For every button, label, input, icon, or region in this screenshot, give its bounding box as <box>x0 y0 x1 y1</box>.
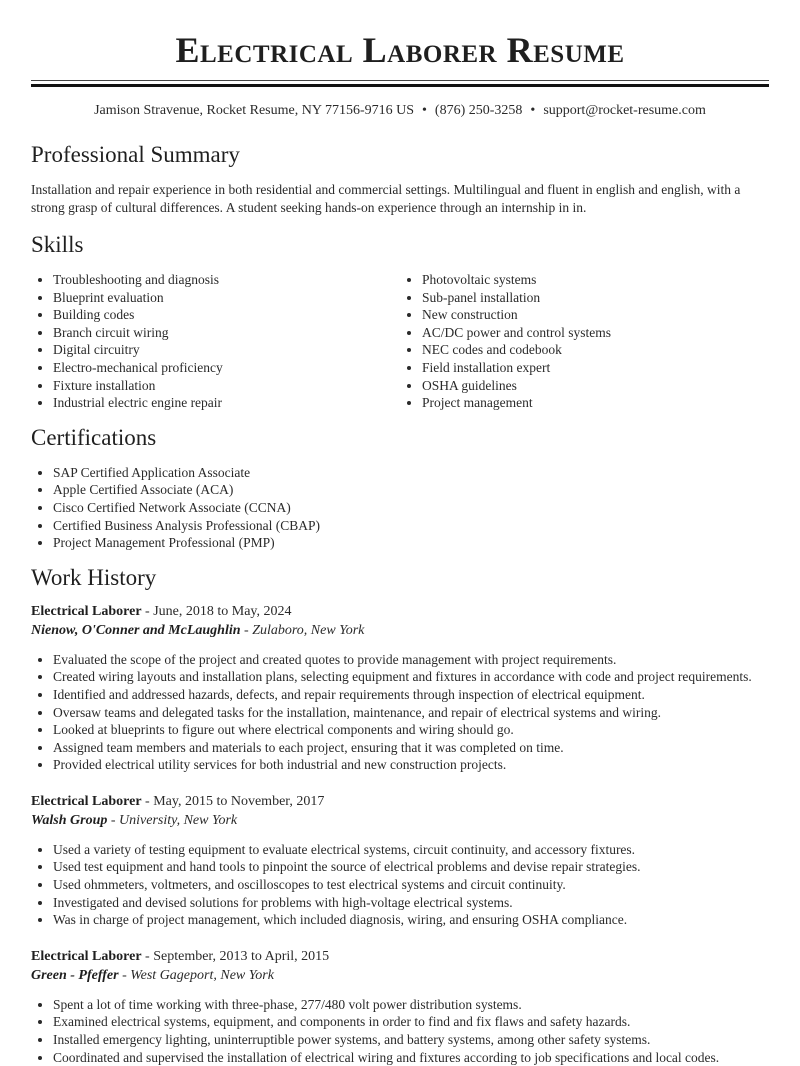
job-title-line <box>31 602 769 621</box>
job-location: - University, New York <box>107 812 238 828</box>
skill-item: • AC/DC power and control systems <box>422 324 769 342</box>
certification-item: • Project Management Professional (PMP) <box>53 534 769 552</box>
job-company: Walsh Group <box>31 812 108 828</box>
skill-item: • Building codes <box>53 306 400 324</box>
section-heading: Skills <box>31 232 84 257</box>
job-bullet: • Investigated and devised solutions for problems with high-voltage electrical systems. <box>53 894 769 912</box>
skill-item: • Blueprint evaluation <box>53 289 400 307</box>
job-dates: - September, 2013 to April, 2015 <box>141 948 330 964</box>
job-location: - Zulaboro, New York <box>240 622 365 638</box>
job-bullet: • Looked at blueprints to figure out where electrical components and wiring should go. <box>53 721 769 739</box>
certification-item: • Apple Certified Associate (ACA) <box>53 481 769 499</box>
contact-address: Jamison Stravenue, Rocket Resume, NY 77156-9716 US <box>94 103 414 118</box>
job-bullet: • Installed emergency lighting, uninterruptible power systems, and battery systems, among other safety systems. <box>53 1031 769 1049</box>
skill-item: • Sub-panel installation <box>422 289 769 307</box>
job-entry <box>31 602 769 774</box>
job-bullet: • Coordinated and supervised the installation of electrical wiring and fixtures according to job specifications and local codes. <box>53 1049 769 1066</box>
job-entry <box>31 947 769 1066</box>
skill-item: • NEC codes and codebook <box>422 341 769 359</box>
skill-item: • Photovoltaic systems <box>422 271 769 289</box>
section-heading: Certifications <box>31 424 157 450</box>
job-title: Electrical Laborer <box>31 948 142 964</box>
title-divider <box>31 80 769 87</box>
skills-list-left <box>31 271 400 412</box>
skill-item: • Branch circuit wiring <box>53 324 400 342</box>
skill-item: • Troubleshooting and diagnosis <box>53 271 400 289</box>
job-company-line <box>31 811 769 830</box>
resume-title: Electrical Laborer Resume <box>175 30 625 70</box>
divider-thin-line <box>31 80 769 81</box>
summary-text: Installation and repair experience in both residential and commercial settings. Multilingual and fluent in english and english, with a strong grasp of cultural differences. A student seeking hands-on experience through an internship in in. <box>31 182 741 215</box>
skills-columns <box>31 271 769 412</box>
section-professional-summary <box>31 141 769 217</box>
job-bullet: • Provided electrical utility services for both industrial and new construction projects. <box>53 756 769 774</box>
job-bullet: • Was in charge of project management, which included diagnosis, wiring, and ensuring OSHA compliance. <box>53 911 769 929</box>
job-company-line <box>31 621 769 640</box>
job-location: - West Gageport, New York <box>118 967 274 983</box>
certifications-list <box>31 464 769 552</box>
skill-item: • OSHA guidelines <box>422 377 769 395</box>
job-dates: - June, 2018 to May, 2024 <box>141 603 292 619</box>
job-title: Electrical Laborer <box>31 793 142 809</box>
section-heading: Work History <box>31 564 157 590</box>
skill-item: • Digital circuitry <box>53 341 400 359</box>
job-bullet: • Evaluated the scope of the project and created quotes to provide management with project requirements. <box>53 651 769 669</box>
contact-email: support@rocket-resume.com <box>543 103 706 118</box>
skill-item: • New construction <box>422 306 769 324</box>
job-bullet: • Used a variety of testing equipment to evaluate electrical systems, circuit continuity, and accessory fixtures. <box>53 841 769 859</box>
job-bullet: • Identified and addressed hazards, defects, and repair requirements through inspection of electrical equipment. <box>53 686 769 704</box>
job-bullet: • Used ohmmeters, voltmeters, and oscilloscopes to test electrical systems and circuit continuity. <box>53 876 769 894</box>
job-title-line <box>31 792 769 811</box>
job-bullet: • Spent a lot of time working with three-phase, 277/480 volt power distribution systems. <box>53 996 769 1014</box>
job-dates: - May, 2015 to November, 2017 <box>141 793 325 809</box>
job-bullets <box>31 841 769 929</box>
section-skills <box>31 231 769 412</box>
job-bullet: • Assigned team members and materials to each project, ensuring that it was completed on time. <box>53 739 769 757</box>
skill-item: • Fixture installation <box>53 377 400 395</box>
certification-item: • Certified Business Analysis Professional (CBAP) <box>53 517 769 535</box>
bullet-separator: • <box>422 103 427 118</box>
certification-item: • SAP Certified Application Associate <box>53 464 769 482</box>
skill-item: • Field installation expert <box>422 359 769 377</box>
contact-phone: (876) 250-3258 <box>434 103 523 118</box>
job-company-line <box>31 966 769 985</box>
skill-item: • Project management <box>422 394 769 412</box>
contact-line <box>31 103 769 119</box>
job-bullet: • Oversaw teams and delegated tasks for the installation, maintenance, and repair of electrical systems and wiring. <box>53 704 769 722</box>
job-bullets <box>31 996 769 1066</box>
skill-item: • Industrial electric engine repair <box>53 394 400 412</box>
job-company: Nienow, O'Conner and McLaughlin <box>31 622 241 638</box>
job-bullets <box>31 651 769 774</box>
job-bullet: • Created wiring layouts and installation plans, selecting equipment and fixtures in accordance with code and project requirements. <box>53 668 769 686</box>
section-certifications <box>31 424 769 552</box>
job-title-line <box>31 947 769 966</box>
skill-item: • Electro-mechanical proficiency <box>53 359 400 377</box>
section-work-history <box>31 564 769 1066</box>
job-company: Green - Pfeffer <box>31 967 119 983</box>
divider-thick-line <box>31 84 769 87</box>
section-heading: Professional Summary <box>31 142 240 167</box>
job-title: Electrical Laborer <box>31 603 142 619</box>
skills-list-right <box>400 271 769 412</box>
job-entry <box>31 792 769 929</box>
bullet-separator: • <box>530 103 536 118</box>
certification-item: • Cisco Certified Network Associate (CCNA) <box>53 499 769 517</box>
job-bullet: • Used test equipment and hand tools to pinpoint the source of electrical problems and devise repair strategies. <box>53 858 769 876</box>
job-bullet: • Examined electrical systems, equipment, and components in order to find and fix flaws and safety hazards. <box>53 1013 769 1031</box>
